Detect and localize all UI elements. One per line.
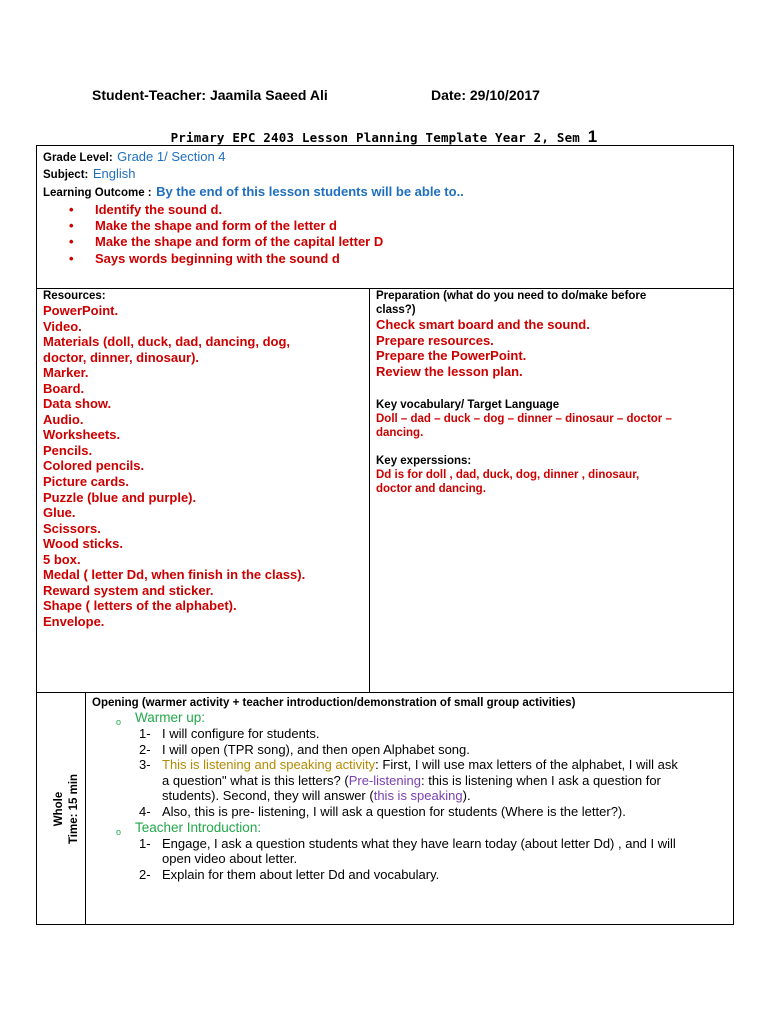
subject-value: English bbox=[92, 166, 136, 181]
list-item: Scissors. bbox=[43, 520, 101, 536]
preparation-list bbox=[376, 317, 729, 379]
preparation-box bbox=[369, 288, 734, 693]
time-label: Time: 15 min bbox=[68, 773, 80, 845]
list-item: Prepare resources. bbox=[376, 332, 494, 348]
list-item: PowerPoint. bbox=[43, 303, 119, 318]
resources-label: Resources: bbox=[43, 290, 106, 302]
warmer-up-heading bbox=[114, 710, 729, 726]
circle-bullet-icon: o bbox=[116, 717, 122, 727]
expressions-line-2: doctor and dancing. bbox=[376, 483, 486, 496]
subject-label: Subject bbox=[43, 169, 85, 181]
whole-label: Whole bbox=[53, 791, 65, 827]
list-item: Audio. bbox=[43, 411, 84, 427]
step-number: 2- bbox=[139, 866, 151, 882]
list-item: Check smart board and the sound. bbox=[376, 317, 590, 332]
preparation-label: Preparation (what do you need to do/make before bbox=[376, 290, 647, 302]
vocabulary-line-1: Doll – dad – duck – dog – dinner – dinosaur – doctor – bbox=[376, 413, 672, 426]
expressions-label: Key experssions: bbox=[376, 455, 472, 468]
list-item: 5 box. bbox=[43, 551, 81, 567]
list-item: Marker. bbox=[43, 365, 89, 381]
list-item: • Make the shape and form of the capital letter D bbox=[95, 234, 733, 250]
template-title-text: Primary EPC 2403 Lesson Planning Template Year 2, Sem bbox=[170, 130, 581, 145]
preparation-label-cont: class?) bbox=[376, 303, 416, 316]
list-item: Shape ( letters of the alphabet). bbox=[43, 598, 237, 614]
resources-box bbox=[36, 288, 370, 693]
step-number: 4- bbox=[139, 803, 151, 819]
list-item: Picture cards. bbox=[43, 474, 129, 490]
step-text: I will open (TPR song), and then open Alphabet song. bbox=[162, 741, 470, 757]
intro-steps bbox=[139, 836, 729, 883]
vocabulary-label: Key vocabulary/ Target Language bbox=[376, 399, 560, 412]
speaking-text: this is speaking bbox=[373, 788, 463, 804]
list-item: • Make the shape and form of the letter d bbox=[95, 218, 733, 234]
grade-label: Grade Level: bbox=[43, 152, 113, 164]
opening-content-cell bbox=[85, 692, 734, 925]
list-item: Reward system and sticker. bbox=[43, 582, 214, 598]
list-item: Wood sticks. bbox=[43, 536, 123, 552]
list-item: Colored pencils. bbox=[43, 458, 145, 474]
list-item bbox=[139, 867, 729, 883]
step-text: Explain for them about letter Dd and vocabulary. bbox=[162, 866, 440, 882]
list-item: Glue. bbox=[43, 505, 76, 521]
list-item: • Says words beginning with the sound d bbox=[95, 251, 733, 267]
step-text: I will configure for students. bbox=[162, 726, 320, 741]
step-text: a question" what is this letters? ( bbox=[162, 772, 349, 788]
grade-value: Grade 1/ Section 4 bbox=[117, 149, 226, 164]
opening-heading: Opening (warmer activity + teacher introduction/demonstration of small group activities) bbox=[92, 697, 576, 709]
step-text: students). Second, they will answer ( bbox=[162, 788, 374, 804]
list-item: Worksheets. bbox=[43, 427, 121, 443]
warmer-steps bbox=[139, 726, 729, 820]
activity-type-text: This is listening and speaking activity bbox=[162, 757, 376, 773]
list-item: Pencils. bbox=[43, 442, 93, 458]
list-item bbox=[139, 836, 729, 867]
resources-list bbox=[43, 303, 369, 629]
list-item: Puzzle (blue and purple). bbox=[43, 489, 197, 505]
list-item bbox=[139, 742, 729, 758]
list-item: Review the lesson plan. bbox=[376, 363, 523, 379]
step-number: 3- bbox=[139, 757, 151, 773]
pre-listening-text: Pre-listening bbox=[348, 772, 421, 788]
step-text: Also, this is pre- listening, I will ask a question for students (Where is the letter?). bbox=[162, 803, 626, 819]
step-text: : First, I will use max letters of the alphabet, I will ask bbox=[375, 757, 678, 773]
circle-bullet-icon: o bbox=[116, 826, 122, 837]
list-item: Board. bbox=[43, 380, 85, 396]
teacher-intro-heading bbox=[114, 820, 729, 836]
list-item: Medal ( letter Dd, when finish in the class). bbox=[43, 567, 306, 583]
outcome-value: By the end of this lesson students will be able to.. bbox=[156, 184, 464, 199]
template-sem-number: 1 bbox=[587, 127, 598, 146]
step-number: 1- bbox=[139, 726, 151, 741]
lesson-date: Date: 29/10/2017 bbox=[431, 87, 540, 103]
list-item bbox=[139, 804, 729, 820]
student-teacher-name: Student-Teacher: Jaamila Saeed Ali bbox=[92, 87, 328, 103]
list-item: Prepare the PowerPoint. bbox=[376, 348, 527, 364]
step-number: 1- bbox=[139, 835, 151, 851]
list-item: • Identify the sound d. bbox=[95, 202, 733, 218]
opening-side-cell bbox=[36, 692, 86, 925]
warmer-up-title: Warmer up: bbox=[135, 710, 206, 725]
learning-outcomes-list bbox=[43, 202, 733, 267]
template-title bbox=[0, 127, 768, 147]
list-item: Envelope. bbox=[43, 613, 105, 629]
step-number: 2- bbox=[139, 741, 151, 757]
outcome-label: Learning Outcome : bbox=[43, 187, 152, 199]
vocabulary-line-2: dancing. bbox=[376, 427, 424, 440]
list-item: Data show. bbox=[43, 396, 112, 412]
step-text: Engage, I ask a question students what they have learn today (about letter Dd) , and I will bbox=[162, 835, 676, 851]
teacher-intro-title: Teacher Introduction: bbox=[135, 819, 262, 835]
step-text: : this is listening when I ask a question for bbox=[420, 772, 661, 788]
expressions-line-1: Dd is for doll , dad, duck, dog, dinner , dinosaur, bbox=[376, 469, 640, 482]
list-item: doctor, dinner, dinosaur). bbox=[43, 349, 200, 365]
list-item: Materials (doll, duck, dad, dancing, dog, bbox=[43, 334, 291, 350]
list-item: Video. bbox=[43, 318, 82, 334]
step-text: ). bbox=[462, 788, 471, 804]
list-item bbox=[139, 757, 729, 804]
list-item bbox=[139, 726, 729, 742]
step-text: open video about letter. bbox=[162, 851, 298, 867]
lesson-info-box: Grade Level: Grade 1/ Section 4 Subject: English Learning Outcome : By the end of this lesson students will be able to.. • Identify the sound d. • Make the shape and form of the letter d • Make the shape and form of the capital letter D • Says words beginning with the sound d bbox=[36, 145, 734, 289]
